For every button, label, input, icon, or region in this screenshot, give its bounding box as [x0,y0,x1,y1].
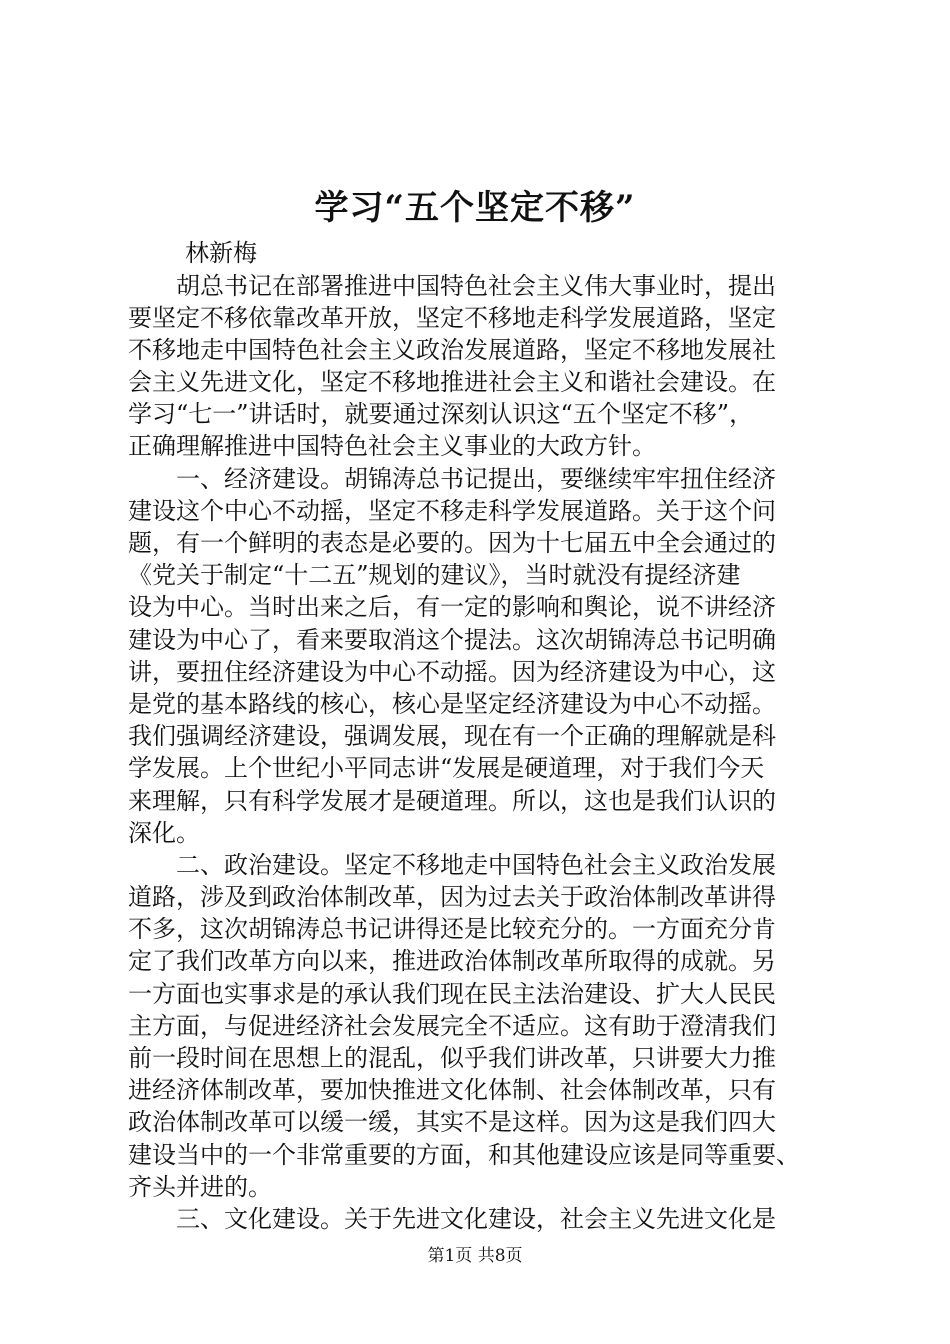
text-line: 学习“七一”讲话时，就要通过深刻认识这“五个坚定不移”， [128,400,754,429]
text-line: 一方面也实事求是的承认我们现在民主法治建设、扩大人民民 [128,979,776,1008]
text-line: 深化。 [128,818,200,847]
text-line: 《党关于制定“十二五”规划的建议》，当时就没有提经济建 [128,561,741,590]
text-line: 建设这个中心不动摇，坚定不移走科学发展道路。关于这个问 [128,496,776,525]
document-title: 学习“五个坚定不移” [314,188,636,228]
text-line: 进经济体制改革，要加快推进文化体制、社会体制改革，只有 [128,1076,776,1105]
text-line: 政治体制改革可以缓一缓，其实不是这样。因为这是我们四大 [128,1108,776,1137]
text-line: 齐头并进的。 [128,1172,272,1201]
author-name: 林新梅 [185,239,257,267]
text-line: 学发展。上个世纪小平同志讲“发展是硬道理，对于我们今天 [128,754,765,783]
text-line: 我们强调经济建设，强调发展，现在有一个正确的理解就是科 [128,722,776,751]
text-line: 建设为中心了，看来要取消这个提法。这次胡锦涛总书记明确 [128,625,776,654]
text-line: 会主义先进文化，坚定不移地推进社会主义和谐社会建设。在 [128,368,776,397]
paragraph-intro [128,270,848,463]
text-line: 不移地走中国特色社会主义政治发展道路，坚定不移地发展社 [128,335,776,364]
text-line: 正确理解推进中国特色社会主义事业的大政方针。 [128,432,656,461]
text-line: 三、文化建设。关于先进文化建设，社会主义先进文化是 [128,1204,776,1233]
text-line: 来理解，只有科学发展才是硬道理。所以，这也是我们认识的 [128,786,776,815]
text-line: 不多，这次胡锦涛总书记讲得还是比较充分的。一方面充分肯 [128,915,776,944]
text-line: 定了我们改革方向以来，推进政治体制改革所取得的成就。另 [128,947,776,976]
paragraph-economic [128,463,848,849]
text-line: 胡总书记在部署推进中国特色社会主义伟大事业时，提出 [128,271,776,300]
text-line: 二、政治建设。坚定不移地走中国特色社会主义政治发展 [128,850,776,879]
paragraph-cultural [128,1203,848,1235]
text-line: 要坚定不移依靠改革开放，坚定不移地走科学发展道路，坚定 [128,303,776,332]
text-line: 道路，涉及到政治体制改革，因为过去关于政治体制改革讲得 [128,883,776,912]
text-line: 一、经济建设。胡锦涛总书记提出，要继续牢牢扭住经济 [128,464,776,493]
text-line: 主方面，与促进经济社会发展完全不适应。这有助于澄清我们 [128,1011,776,1040]
paragraph-political [128,849,848,1203]
text-line: 建设当中的一个非常重要的方面，和其他建设应该是同等重要、 [128,1140,800,1169]
document-body [128,270,848,1236]
text-line: 讲，要扭住经济建设为中心不动摇。因为经济建设为中心，这 [128,657,776,686]
text-line: 设为中心。当时出来之后，有一定的影响和舆论，说不讲经济 [128,593,776,622]
text-line: 前一段时间在思想上的混乱，似乎我们讲改革，只讲要大力推 [128,1044,776,1072]
text-line: 是党的基本路线的核心，核心是坚定经济建设为中心不动摇。 [128,689,776,718]
page-number-footer: 第1页 共8页 [427,1246,523,1266]
text-line: 题，有一个鲜明的表态是必要的。因为十七届五中全会通过的 [128,529,776,557]
